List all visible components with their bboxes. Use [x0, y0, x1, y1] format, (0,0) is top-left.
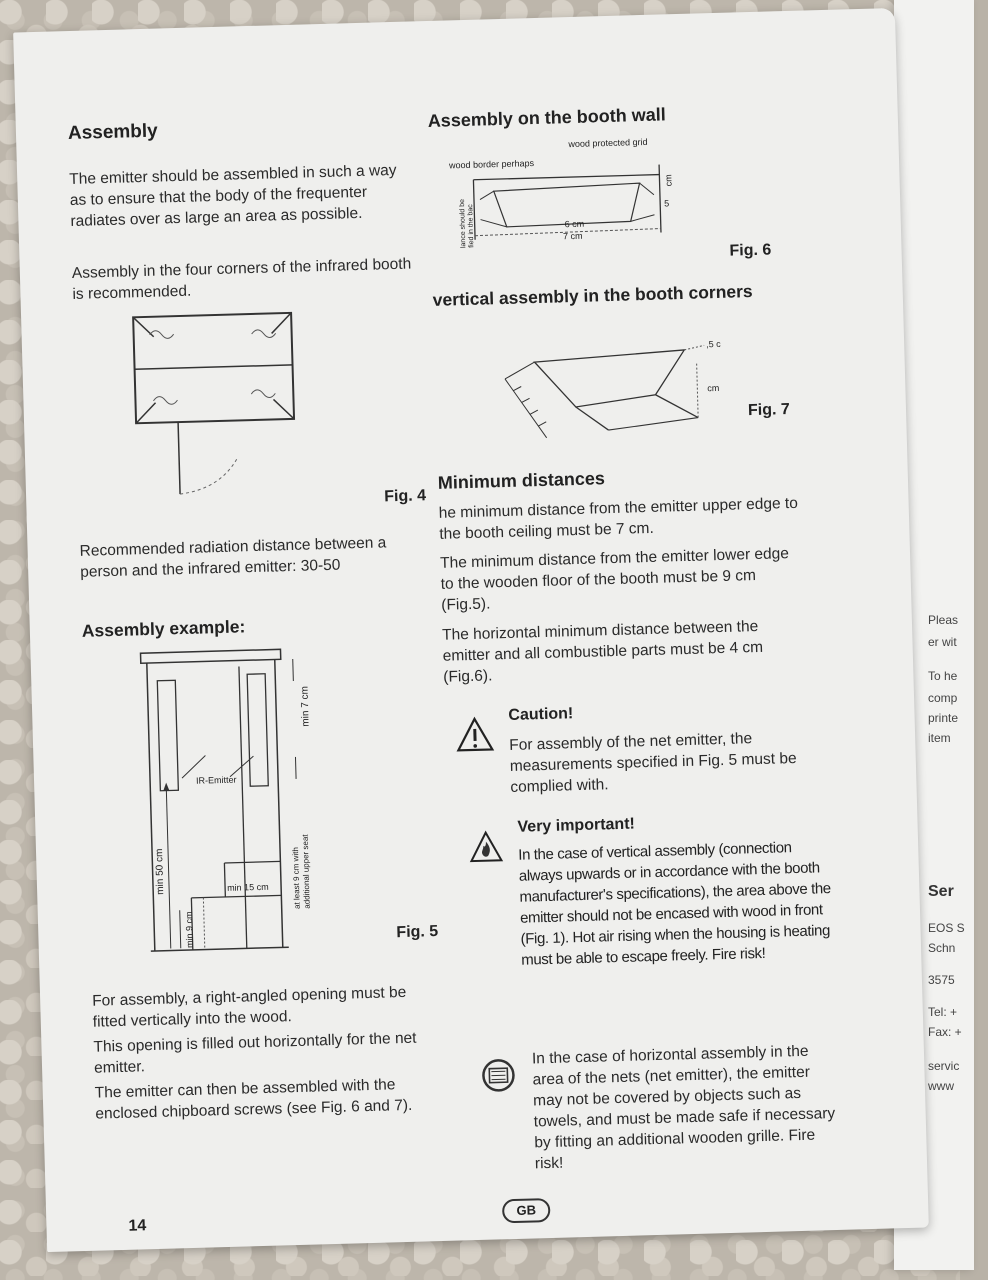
fragment-8: Schn: [928, 941, 956, 955]
fig6-label-dist-6: 6 cm: [564, 218, 585, 230]
minimum-distances-heading: Minimum distances: [437, 468, 606, 493]
very-important-heading: Very important!: [517, 815, 636, 836]
fig5-label-min9: min 9 cm: [183, 911, 195, 949]
assembly-paragraph-2: Assembly in the four corners of the infrared booth is recommended.: [71, 255, 412, 303]
fig7-diagram: [484, 332, 747, 449]
fig6-label-dist-7: 7 cm: [562, 230, 583, 242]
min-dist-paragraph-1: he minimum distance from the emitter upper edge to the booth ceiling must be 7 cm.: [438, 494, 799, 543]
fragment-11: Fax: +: [928, 1025, 962, 1039]
assembly-example-heading: Assembly example:: [81, 616, 246, 641]
fragment-10: Tel: +: [928, 1005, 958, 1019]
caution-heading: Caution!: [508, 705, 574, 724]
manual-page: [13, 8, 929, 1252]
horizontal-assembly-text: In the case of horizontal assembly in the area of the nets (net emitter), the emitter may not be covered by objects such as towels, and must be made safe if necessary by fitting an additional wooden grille. Fire risk!: [531, 1042, 836, 1173]
caution-text: For assembly of the net emitter, the measurements specified in Fig. 5 must be complied with.: [509, 730, 797, 796]
fig7-label-top: ,5 c: [705, 338, 721, 350]
fragment-4: comp: [928, 691, 958, 705]
fig5-label-additional: additional upper seat: [300, 834, 312, 909]
assembly-paragraph-1: The emitter should be assembled in such a way as to ensure that the body of the frequenter radiates over as large an area as possible.: [69, 161, 397, 231]
assembly-heading: Assembly: [67, 120, 159, 145]
fig5-label-ir-emitter: IR-Emitter: [195, 774, 237, 786]
fragment-12: servic: [928, 1059, 960, 1073]
opening-paragraph-2: This opening is filled out horizontally for the net emitter.: [93, 1029, 417, 1077]
vertical-assembly-heading: vertical assembly in the booth corners: [432, 281, 753, 310]
fig6-diagram: [448, 133, 701, 250]
fig6-label-side-a: lance should be: [458, 198, 468, 249]
min-dist-paragraph-3: The horizontal minimum distance between the emitter and all combustible parts must be 4 cm (Fig.6).: [441, 617, 764, 686]
fragment-9: 3575: [928, 973, 955, 987]
fig5-label-min15: min 15 cm: [226, 881, 269, 893]
fig6-label: Fig. 6: [729, 241, 772, 260]
fig5-diagram: [126, 644, 345, 970]
fig6-label-side-b: fied in the bac: [467, 204, 476, 248]
right-column: [427, 90, 836, 1218]
page-number: 14: [128, 1217, 147, 1235]
fragment-7: EOS S: [928, 921, 965, 935]
fig4-diagram: [129, 307, 304, 502]
fig7-label: Fig. 7: [747, 401, 790, 420]
fragment-heading: Ser: [928, 883, 954, 900]
radiation-distance-text: Recommended radiation distance between a person and the infrared emitter: 30-50: [79, 534, 387, 581]
fig6-label-wood-grid: wood protected grid: [568, 136, 648, 150]
booth-wall-heading: Assembly on the booth wall: [427, 104, 666, 132]
fig6-label-wood-border: wood border perhaps: [448, 158, 535, 171]
fig5-label-min7: min 7 cm: [299, 685, 312, 727]
fragment-3: To he: [928, 669, 958, 683]
opening-paragraph-3: The emitter can then be assembled with the enclosed chipboard screws (see Fig. 6 and 7).: [94, 1076, 413, 1123]
opening-paragraph-1: For assembly, a right-angled opening must be fitted vertically into the wood.: [91, 983, 407, 1031]
fig6-label-right-cm: cm: [663, 174, 674, 187]
fig5-label-atleast9: at least 9 cm with: [290, 847, 302, 910]
left-column: [67, 113, 439, 1235]
min-dist-paragraph-2: The minimum distance from the emitter lower edge to the wooden floor of the booth must be 9 cm (Fig.5).: [439, 545, 790, 614]
fragment-5: printe: [928, 711, 959, 725]
fig4-label: Fig. 4: [384, 487, 427, 506]
warning-triangle-icon: [454, 715, 495, 754]
fig5-label: Fig. 5: [396, 923, 439, 942]
fragment-2: er wit: [928, 635, 957, 649]
fragment-1: Pleas: [928, 613, 959, 627]
fragment-13: www: [928, 1079, 954, 1093]
no-cover-icon: [480, 1057, 517, 1094]
fire-hazard-icon: [468, 829, 505, 864]
fig6-label-right-5: 5: [664, 198, 670, 209]
fig5-label-min50: min 50 cm: [153, 848, 167, 895]
language-badge-gb: GB: [502, 1198, 551, 1223]
very-important-text: In the case of vertical assembly (connection always upwards or in accordance with the booth manufacturer's specifications), the area above the emitter should not be encased with wood in front (Fig. 1). Hot air rising when the housing is heating must be able to escape freely. Fire risk!: [518, 839, 831, 969]
fragment-6: item: [928, 731, 951, 745]
fig7-label-side: cm: [707, 382, 720, 394]
